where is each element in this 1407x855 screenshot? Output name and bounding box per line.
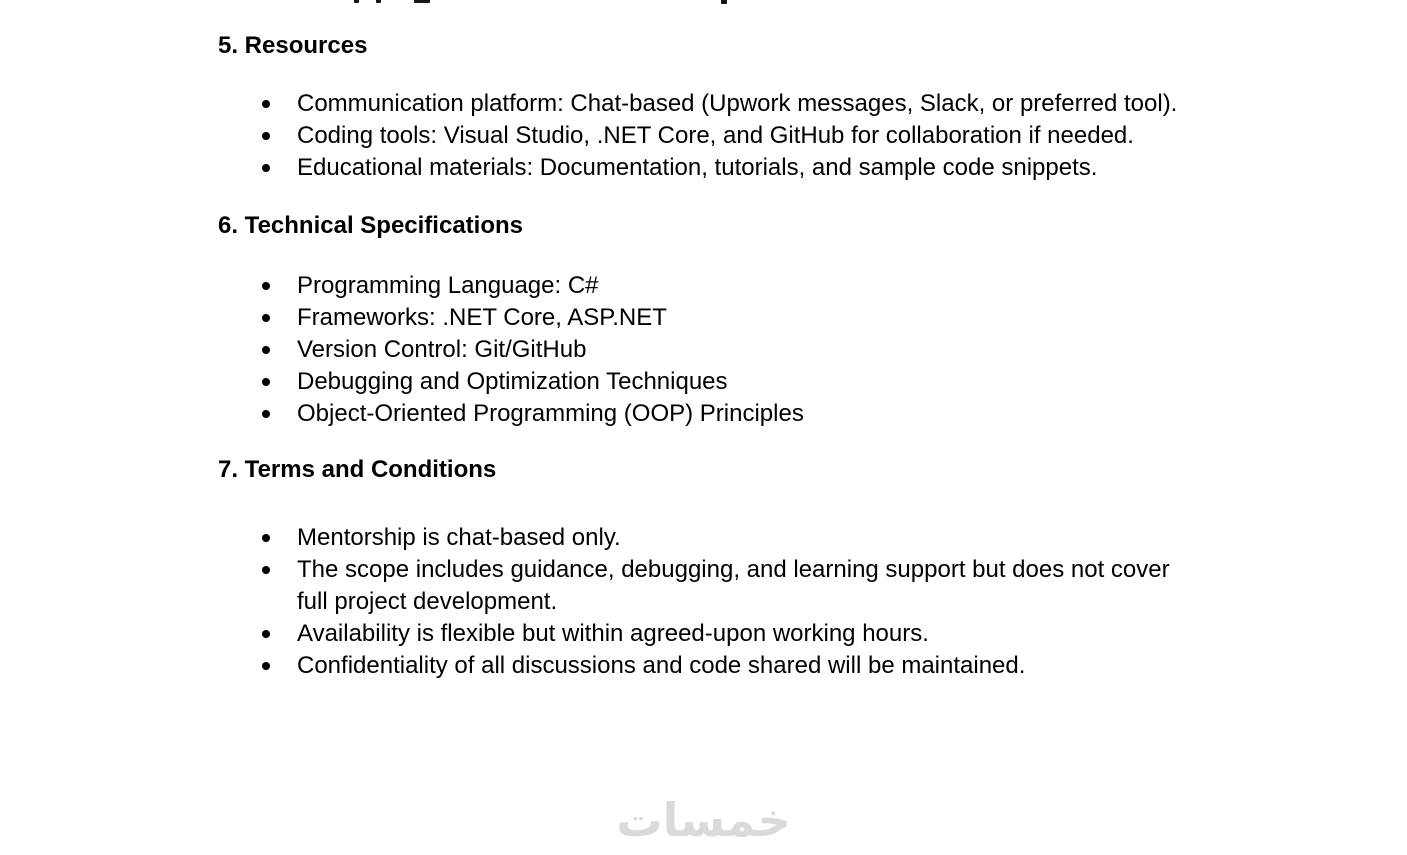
list-item xyxy=(218,650,1187,682)
section-heading-terms-and-conditions: 7. Terms and Conditions xyxy=(218,456,497,483)
bullet-icon xyxy=(262,132,270,140)
list-item-text: Mentorship is chat-based only. xyxy=(297,524,621,551)
list-item-text: The scope includes guidance, debugging, and learning support but does not cover full project development. xyxy=(297,556,1170,615)
descender-mark xyxy=(414,0,430,3)
descender-mark xyxy=(354,0,359,3)
list-item-text: Frameworks: .NET Core, ASP.NET xyxy=(297,304,667,331)
list-item-text: Educational materials: Documentation, tutorials, and sample code snippets. xyxy=(297,154,1098,181)
section-heading-technical-specifications: 6. Technical Specifications xyxy=(218,212,523,239)
list-item-text: Version Control: Git/GitHub xyxy=(297,336,587,363)
list-item xyxy=(218,270,1187,302)
bullet-icon xyxy=(262,378,270,386)
khamsat-watermark: خمسات xyxy=(616,793,791,847)
list-item xyxy=(218,152,1187,184)
list-item xyxy=(218,618,1187,650)
bullet-icon xyxy=(262,662,270,670)
bullet-icon xyxy=(262,100,270,108)
list-item xyxy=(218,88,1187,120)
terms-and-conditions-list xyxy=(218,522,1187,682)
bullet-icon xyxy=(262,282,270,290)
list-item xyxy=(218,398,1187,430)
list-item xyxy=(218,554,1187,618)
list-item-text: Communication platform: Chat-based (Upwork messages, Slack, or preferred tool). xyxy=(297,90,1178,117)
descender-mark xyxy=(376,0,381,3)
section-heading-resources: 5. Resources xyxy=(218,32,368,59)
bullet-icon xyxy=(262,566,270,574)
list-item xyxy=(218,302,1187,334)
list-item-text: Object-Oriented Programming (OOP) Principles xyxy=(297,400,804,427)
bullet-icon xyxy=(262,164,270,172)
list-item xyxy=(218,334,1187,366)
list-item-text: Confidentiality of all discussions and code shared will be maintained. xyxy=(297,652,1026,679)
resources-list xyxy=(218,88,1187,184)
list-item-text: Programming Language: C# xyxy=(297,272,599,299)
list-item-text: Coding tools: Visual Studio, .NET Core, and GitHub for collaboration if needed. xyxy=(297,122,1134,149)
bullet-icon xyxy=(262,346,270,354)
list-item xyxy=(218,522,1187,554)
descender-mark xyxy=(721,0,727,4)
list-item-text: Availability is flexible but within agreed-upon working hours. xyxy=(297,620,929,647)
bullet-icon xyxy=(262,534,270,542)
list-item xyxy=(218,366,1187,398)
bullet-icon xyxy=(262,630,270,638)
bullet-icon xyxy=(262,410,270,418)
bullet-icon xyxy=(262,314,270,322)
technical-specifications-list xyxy=(218,270,1187,430)
list-item-text: Debugging and Optimization Techniques xyxy=(297,368,728,395)
list-item xyxy=(218,120,1187,152)
